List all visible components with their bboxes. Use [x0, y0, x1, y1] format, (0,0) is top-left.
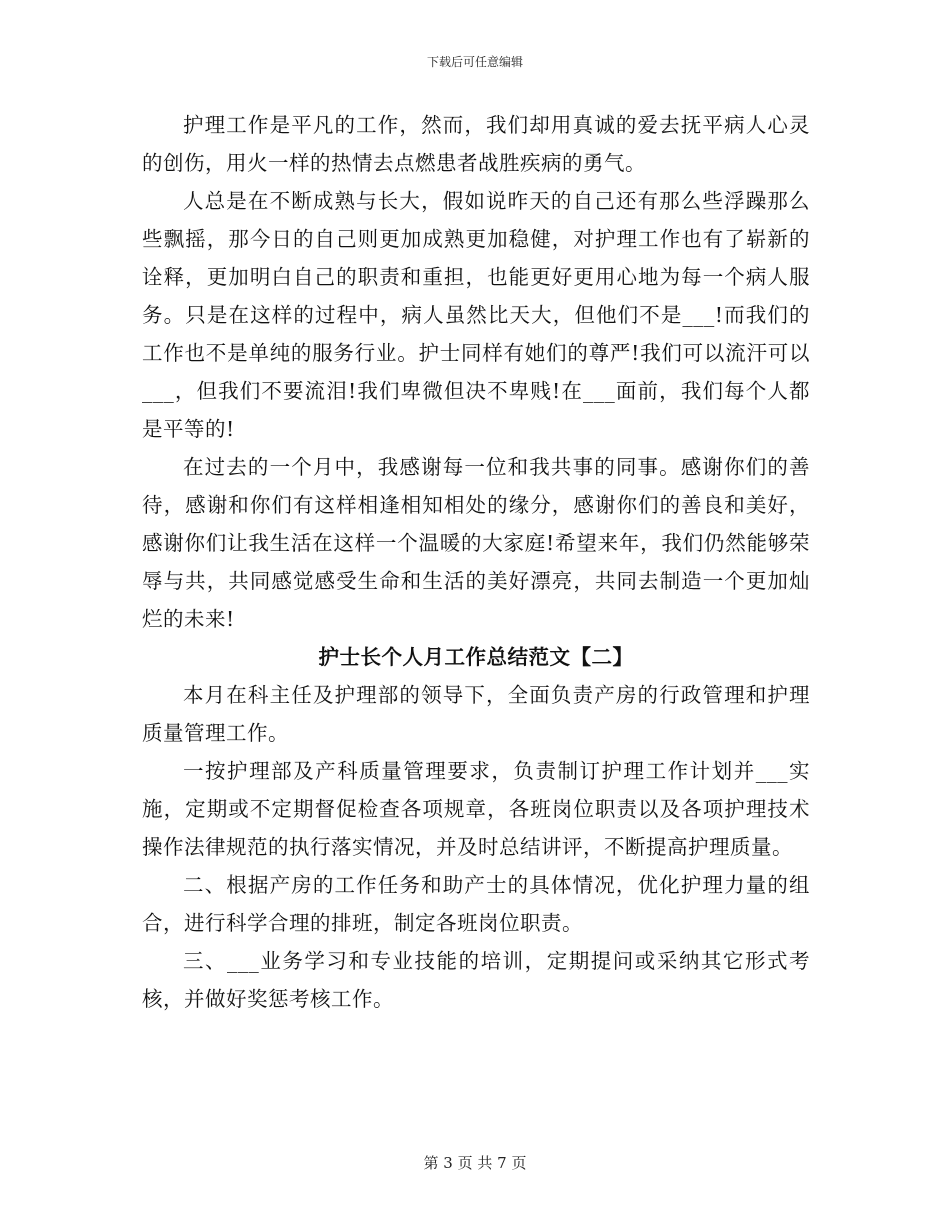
document-body: [142, 106, 810, 1018]
paragraph-4: 本月在科主任及护理部的领导下，全面负责产房的行政管理和护理质量管理工作。: [142, 683, 810, 745]
header-note: 下载后可任意编辑: [426, 55, 523, 69]
section-title: 护士长个人月工作总结范文【二】: [318, 645, 634, 669]
paragraph-5: 一按护理部及产科质量管理要求，负责制订护理工作计划并___实施，定期或不定期督促检查各项规章，各班岗位职责以及各项护理技术操作法律规范的执行落实情况，并及时总结讲评，不断提高护理质量。: [142, 759, 810, 859]
paragraph-7: 三、___业务学习和专业技能的培训，定期提问或采纳其它形式考核，并做好奖惩考核工作。: [142, 949, 810, 1011]
paragraph-2: 人总是在不断成熟与长大，假如说昨天的自己还有那么些浮躁那么些飘摇，那今日的自己则更加成熟更加稳健，对护理工作也有了崭新的诠释，更加明白自己的职责和重担，也能更好更用心地为每一个病人服务。只是在这样的过程中，病人虽然比天大，但他们不是___!而我们的工作也不是单纯的服务行业。护士同样有她们的尊严!我们可以流汗可以___，但我们不要流泪!我们卑微但决不卑贱!在___面前，我们每个人都是平等的!: [142, 189, 810, 441]
paragraph-6: 二、根据产房的工作任务和助产士的具体情况，优化护理力量的组合，进行科学合理的排班，制定各班岗位职责。: [142, 873, 810, 935]
paragraph-1: 护理工作是平凡的工作，然而，我们却用真诚的爱去抚平病人心灵的创伤，用火一样的热情去点燃患者战胜疾病的勇气。: [142, 113, 810, 175]
paragraph-3: 在过去的一个月中，我感谢每一位和我共事的同事。感谢你们的善待，感谢和你们有这样相逢相知相处的缘分，感谢你们的善良和美好，感谢你们让我生活在这样一个温暖的大家庭!希望来年，我们仍然能够荣辱与共，共同感觉感受生命和生活的美好漂亮，共同去制造一个更加灿烂的未来!: [142, 455, 810, 631]
page-number-footer: 第 3 页 共 7 页: [423, 1154, 527, 1172]
